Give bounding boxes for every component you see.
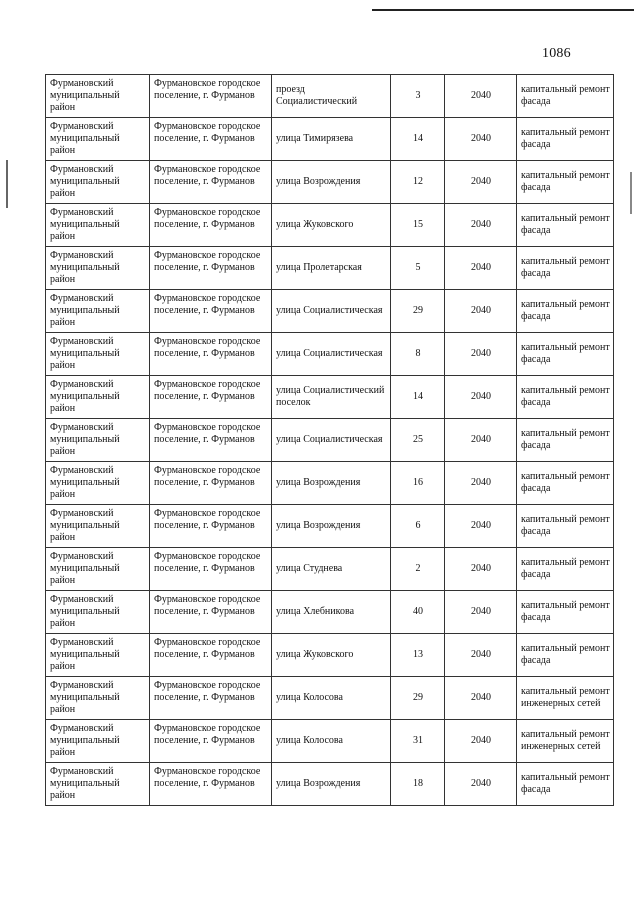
settlement-cell: Фурмановское городское поселение, г. Фурманов bbox=[150, 75, 272, 118]
table-row bbox=[46, 548, 614, 591]
street-cell: улица Социалистическая bbox=[272, 290, 391, 333]
table-row bbox=[46, 161, 614, 204]
work-type-cell: капитальный ремонт фасада bbox=[517, 548, 614, 591]
work-type-cell: капитальный ремонт инженерных сетей bbox=[517, 677, 614, 720]
year-cell: 2040 bbox=[445, 118, 517, 161]
work-type-cell: капитальный ремонт фасада bbox=[517, 376, 614, 419]
repair-schedule-table bbox=[45, 74, 614, 806]
year-cell: 2040 bbox=[445, 591, 517, 634]
street-cell: улица Возрождения bbox=[272, 763, 391, 806]
house-number-cell: 25 bbox=[391, 419, 445, 462]
work-type-cell: капитальный ремонт фасада bbox=[517, 419, 614, 462]
year-cell: 2040 bbox=[445, 634, 517, 677]
street-cell: улица Возрождения bbox=[272, 462, 391, 505]
year-cell: 2040 bbox=[445, 376, 517, 419]
settlement-cell: Фурмановское городское поселение, г. Фурманов bbox=[150, 118, 272, 161]
table-row bbox=[46, 677, 614, 720]
year-cell: 2040 bbox=[445, 290, 517, 333]
settlement-cell: Фурмановское городское поселение, г. Фурманов bbox=[150, 161, 272, 204]
table-row bbox=[46, 333, 614, 376]
year-cell: 2040 bbox=[445, 505, 517, 548]
district-cell: Фурмановский муниципальный район bbox=[46, 333, 150, 376]
table-row bbox=[46, 118, 614, 161]
district-cell: Фурмановский муниципальный район bbox=[46, 75, 150, 118]
house-number-cell: 31 bbox=[391, 720, 445, 763]
year-cell: 2040 bbox=[445, 419, 517, 462]
street-cell: улица Колосова bbox=[272, 677, 391, 720]
year-cell: 2040 bbox=[445, 247, 517, 290]
work-type-cell: капитальный ремонт фасада bbox=[517, 462, 614, 505]
settlement-cell: Фурмановское городское поселение, г. Фурманов bbox=[150, 548, 272, 591]
district-cell: Фурмановский муниципальный район bbox=[46, 419, 150, 462]
district-cell: Фурмановский муниципальный район bbox=[46, 634, 150, 677]
year-cell: 2040 bbox=[445, 677, 517, 720]
house-number-cell: 14 bbox=[391, 118, 445, 161]
street-cell: улица Тимирязева bbox=[272, 118, 391, 161]
house-number-cell: 15 bbox=[391, 204, 445, 247]
street-cell: улица Социалистический поселок bbox=[272, 376, 391, 419]
table-row bbox=[46, 204, 614, 247]
table-body bbox=[46, 75, 614, 806]
street-cell: улица Жуковского bbox=[272, 634, 391, 677]
street-cell: улица Жуковского bbox=[272, 204, 391, 247]
year-cell: 2040 bbox=[445, 161, 517, 204]
work-type-cell: капитальный ремонт фасада bbox=[517, 118, 614, 161]
year-cell: 2040 bbox=[445, 204, 517, 247]
header-rule bbox=[372, 9, 634, 11]
work-type-cell: капитальный ремонт фасада bbox=[517, 75, 614, 118]
settlement-cell: Фурмановское городское поселение, г. Фурманов bbox=[150, 290, 272, 333]
work-type-cell: капитальный ремонт фасада bbox=[517, 161, 614, 204]
house-number-cell: 3 bbox=[391, 75, 445, 118]
table-row bbox=[46, 720, 614, 763]
house-number-cell: 16 bbox=[391, 462, 445, 505]
scan-mark-left bbox=[6, 160, 8, 208]
district-cell: Фурмановский муниципальный район bbox=[46, 290, 150, 333]
district-cell: Фурмановский муниципальный район bbox=[46, 677, 150, 720]
district-cell: Фурмановский муниципальный район bbox=[46, 204, 150, 247]
table-row bbox=[46, 419, 614, 462]
house-number-cell: 6 bbox=[391, 505, 445, 548]
table-row bbox=[46, 763, 614, 806]
district-cell: Фурмановский муниципальный район bbox=[46, 161, 150, 204]
work-type-cell: капитальный ремонт фасада bbox=[517, 247, 614, 290]
house-number-cell: 8 bbox=[391, 333, 445, 376]
house-number-cell: 5 bbox=[391, 247, 445, 290]
table-row bbox=[46, 376, 614, 419]
street-cell: улица Колосова bbox=[272, 720, 391, 763]
work-type-cell: капитальный ремонт фасада bbox=[517, 634, 614, 677]
table-row bbox=[46, 75, 614, 118]
settlement-cell: Фурмановское городское поселение, г. Фурманов bbox=[150, 333, 272, 376]
work-type-cell: капитальный ремонт фасада bbox=[517, 591, 614, 634]
year-cell: 2040 bbox=[445, 333, 517, 376]
work-type-cell: капитальный ремонт фасада bbox=[517, 290, 614, 333]
settlement-cell: Фурмановское городское поселение, г. Фурманов bbox=[150, 247, 272, 290]
work-type-cell: капитальный ремонт инженерных сетей bbox=[517, 720, 614, 763]
street-cell: улица Хлебникова bbox=[272, 591, 391, 634]
year-cell: 2040 bbox=[445, 763, 517, 806]
table-row bbox=[46, 247, 614, 290]
settlement-cell: Фурмановское городское поселение, г. Фурманов bbox=[150, 634, 272, 677]
street-cell: улица Социалистическая bbox=[272, 419, 391, 462]
settlement-cell: Фурмановское городское поселение, г. Фурманов bbox=[150, 763, 272, 806]
house-number-cell: 2 bbox=[391, 548, 445, 591]
street-cell: улица Возрождения bbox=[272, 505, 391, 548]
work-type-cell: капитальный ремонт фасада bbox=[517, 763, 614, 806]
street-cell: улица Возрождения bbox=[272, 161, 391, 204]
year-cell: 2040 bbox=[445, 75, 517, 118]
house-number-cell: 29 bbox=[391, 677, 445, 720]
table-row bbox=[46, 591, 614, 634]
house-number-cell: 40 bbox=[391, 591, 445, 634]
scan-mark-right bbox=[630, 172, 632, 214]
settlement-cell: Фурмановское городское поселение, г. Фурманов bbox=[150, 204, 272, 247]
settlement-cell: Фурмановское городское поселение, г. Фурманов bbox=[150, 505, 272, 548]
settlement-cell: Фурмановское городское поселение, г. Фурманов bbox=[150, 720, 272, 763]
district-cell: Фурмановский муниципальный район bbox=[46, 548, 150, 591]
street-cell: улица Пролетарская bbox=[272, 247, 391, 290]
settlement-cell: Фурмановское городское поселение, г. Фурманов bbox=[150, 462, 272, 505]
table-row bbox=[46, 462, 614, 505]
page-number: 1086 bbox=[542, 46, 571, 61]
district-cell: Фурмановский муниципальный район bbox=[46, 591, 150, 634]
settlement-cell: Фурмановское городское поселение, г. Фурманов bbox=[150, 591, 272, 634]
table-row bbox=[46, 634, 614, 677]
house-number-cell: 12 bbox=[391, 161, 445, 204]
street-cell: проезд Социалистический bbox=[272, 75, 391, 118]
district-cell: Фурмановский муниципальный район bbox=[46, 118, 150, 161]
table-row bbox=[46, 290, 614, 333]
house-number-cell: 18 bbox=[391, 763, 445, 806]
district-cell: Фурмановский муниципальный район bbox=[46, 505, 150, 548]
work-type-cell: капитальный ремонт фасада bbox=[517, 333, 614, 376]
house-number-cell: 14 bbox=[391, 376, 445, 419]
street-cell: улица Студнева bbox=[272, 548, 391, 591]
settlement-cell: Фурмановское городское поселение, г. Фурманов bbox=[150, 419, 272, 462]
district-cell: Фурмановский муниципальный район bbox=[46, 763, 150, 806]
work-type-cell: капитальный ремонт фасада bbox=[517, 505, 614, 548]
table-row bbox=[46, 505, 614, 548]
settlement-cell: Фурмановское городское поселение, г. Фурманов bbox=[150, 376, 272, 419]
year-cell: 2040 bbox=[445, 462, 517, 505]
house-number-cell: 13 bbox=[391, 634, 445, 677]
district-cell: Фурмановский муниципальный район bbox=[46, 720, 150, 763]
district-cell: Фурмановский муниципальный район bbox=[46, 247, 150, 290]
settlement-cell: Фурмановское городское поселение, г. Фурманов bbox=[150, 677, 272, 720]
district-cell: Фурмановский муниципальный район bbox=[46, 462, 150, 505]
house-number-cell: 29 bbox=[391, 290, 445, 333]
year-cell: 2040 bbox=[445, 720, 517, 763]
street-cell: улица Социалистическая bbox=[272, 333, 391, 376]
district-cell: Фурмановский муниципальный район bbox=[46, 376, 150, 419]
year-cell: 2040 bbox=[445, 548, 517, 591]
work-type-cell: капитальный ремонт фасада bbox=[517, 204, 614, 247]
